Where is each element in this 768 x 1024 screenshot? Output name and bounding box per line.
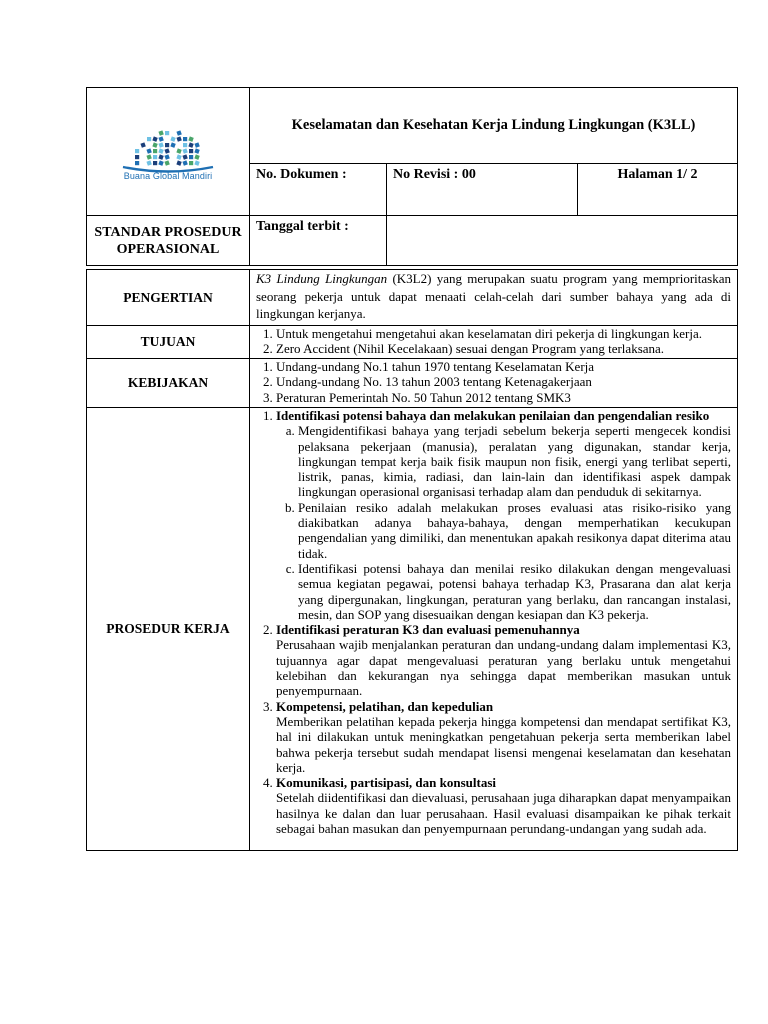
issue-date-label: Tanggal terbit : — [250, 216, 387, 266]
company-name: Buana Global Mandiri — [123, 170, 213, 181]
step-title: 2. Identifikasi peraturan K3 dan evaluasi pemenuhannya — [276, 622, 580, 638]
company-logo — [87, 123, 249, 181]
step-title: 1. Identifikasi potensi bahaya dan melakukan penilaian dan pengendalian resiko — [276, 407, 710, 423]
step-subitem: c. Identifikasi potensi bahaya dan menilai resiko dilakukan dengan mengevaluasi semua kegiatan pegawai, potensi bahaya terhadap K3, Prasarana dan alat kerja yang dipergunakan, lingkungan, peraturan yang berlaku, dan rancangan instalasi, mesin, dan SOP yang disesuaikan dengan kesiapan dan K3 pekerja. — [298, 561, 731, 622]
company-logo-cell — [87, 88, 250, 216]
prosedur-label: PROSEDUR KERJA — [87, 407, 250, 850]
kebijakan-label: KEBIJAKAN — [87, 359, 250, 408]
document-header-table — [86, 87, 738, 266]
prosedur-step — [276, 622, 731, 698]
document-number-label: No. Dokumen : — [250, 164, 387, 216]
step-title: 3. Kompetensi, pelatihan, dan kepedulian — [276, 698, 494, 714]
issue-date-value — [387, 216, 738, 266]
kebijakan-list — [256, 359, 731, 405]
kebijakan-content — [250, 359, 738, 408]
kebijakan-item: 2. Undang-undang No. 13 tahun 2003 tentang Ketenagakerjaan — [276, 374, 731, 389]
sop-label: STANDAR PROSEDUR OPERASIONAL — [87, 216, 250, 266]
step-subitem: a. Mengidentifikasi bahaya yang terjadi sebelum bekerja seperti mengecek kondisi pelaksana pekerjaan (manusia), peralatan yang digunakan, standar kerja, lingkungan tempat kerja baik fisik maupun non fisik, energi yang terlibat seperti, listrik, panas, kimia, radiasi, dan lain-lain dan identifikasi aspek dampak lingkungan operasional organisasi terhadap alam dan penduduk di sekitarnya. — [298, 423, 731, 499]
kebijakan-item: 3. Peraturan Pemerintah No. 50 Tahun 2012 tentang SMK3 — [276, 390, 731, 405]
pengertian-content — [250, 270, 738, 326]
step-subitem: b. Penilaian resiko adalah melakukan proses evaluasi atas risiko-risiko yang diakibatkan adanya bahaya-bahaya, dengan memperhatikan kecukupan pengendalian yang dimiliki, dan menentukan apakah resikonya dapat diterima atau tidak. — [298, 500, 731, 561]
prosedur-content — [250, 407, 738, 850]
step-text: Setelah diidentifikasi dan dievaluasi, perusahaan juga diharapkan dapat menyampaikan hasilnya ke dalan dan luar perusahaan. Hasil evaluasi disampaikan ke pihak terkait sebagai bahan masukan dan penyempurnaan perundang-undangan yang sudah ada. — [276, 790, 731, 836]
tujuan-list — [256, 326, 731, 357]
prosedur-step — [276, 408, 731, 622]
step-subitems — [276, 423, 731, 622]
kebijakan-item: 1. Undang-undang No.1 tahun 1970 tentang Keselamatan Kerja — [276, 359, 731, 374]
procedure-table — [86, 269, 738, 851]
pengertian-label: PENGERTIAN — [87, 270, 250, 326]
pengertian-term: K3 Lindung Lingkungan — [256, 271, 388, 286]
document-title: Keselamatan dan Kesehatan Kerja Lindung Lingkungan (K3LL) — [250, 88, 738, 164]
prosedur-step — [276, 775, 731, 836]
tujuan-label: TUJUAN — [87, 325, 250, 359]
tujuan-item: 2. Zero Accident (Nihil Kecelakaan) sesuai dengan Program yang terlaksana. — [276, 341, 731, 356]
step-title: 4. Komunikasi, partisipasi, dan konsultasi — [276, 775, 496, 791]
revision-label: No Revisi : 00 — [387, 164, 578, 216]
page-label: Halaman 1/ 2 — [578, 164, 738, 216]
prosedur-steps — [256, 408, 731, 836]
globe-logo-icon — [113, 123, 223, 175]
prosedur-step — [276, 699, 731, 775]
tujuan-item: 1. Untuk mengetahui mengetahui akan keselamatan diri pekerja di lingkungan kerja. — [276, 326, 731, 341]
step-text: Memberikan pelatihan kepada pekerja hingga kompetensi dan mendapat sertifikat K3, hal ini dilakukan untuk meningkatkan pengetahuan pekerja serta memberikan label bahwa pekerja tersebut sudah mendapat lisensi mengenai keselamatan dan kesehatan kerja. — [276, 713, 731, 775]
pengertian-text: (K3L2) yang merupakan suatu program yang memprioritaskan seorang pekerja untuk dapat menaati celah-celah dari sumber bahaya yang ada di lingkungan kerjanya. — [256, 271, 731, 321]
step-text: Perusahaan wajib menjalankan peraturan dan undang-undang dalam implementasi K3, tujuannya agar dapat mengevaluasi peraturan yang berlaku untuk mengetahui kelebihan dan kekurangan nya sehingga dapat memberikan masukan untuk penyempurnaan. — [276, 637, 731, 699]
tujuan-content — [250, 325, 738, 359]
